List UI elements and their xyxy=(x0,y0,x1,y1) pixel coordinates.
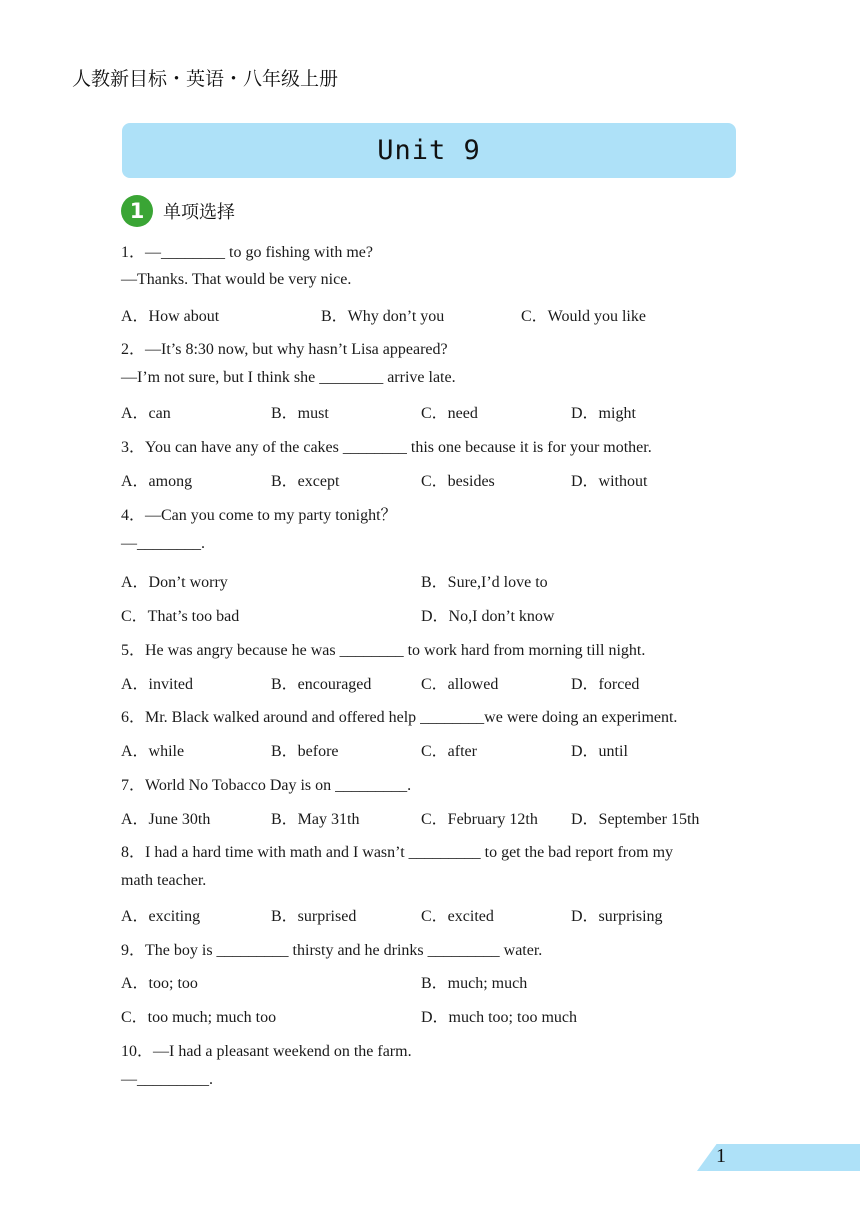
question-6-option-b: B．before xyxy=(271,743,339,760)
question-7-option-a: A．June 30th xyxy=(121,811,211,828)
question-5-stem: 5．He was angry because he was ________ to work hard from morning till night. xyxy=(121,642,646,659)
question-7-option-c: C．February 12th xyxy=(421,811,538,828)
question-10-stem: 10．—I had a pleasant weekend on the farm. xyxy=(121,1043,412,1060)
question-4-option-a: A．Don’t worry xyxy=(121,574,228,591)
question-2-option-c: C．need xyxy=(421,405,478,422)
question-3-option-d: D．without xyxy=(571,473,648,490)
section-header xyxy=(121,195,235,227)
question-4-option-d: D．No,I don’t know xyxy=(421,608,555,625)
book-title: 人教新目标・英语・八年级上册 xyxy=(72,68,339,90)
unit-title: Unit 9 xyxy=(377,135,481,166)
question-2-option-b: B．must xyxy=(271,405,329,422)
question-9-option-d: D．much too; too much xyxy=(421,1009,577,1026)
question-1-response: —Thanks. That would be very nice. xyxy=(121,271,352,288)
question-7-option-d: D．September 15th xyxy=(571,811,700,828)
question-10-response: —_________. xyxy=(121,1071,213,1088)
question-6-option-c: C．after xyxy=(421,743,477,760)
question-1-option-a: A．How about xyxy=(121,308,220,325)
section-number-badge: 1 xyxy=(121,195,153,227)
unit-banner xyxy=(122,123,736,178)
question-6-option-a: A．while xyxy=(121,743,185,760)
question-6-option-d: D．until xyxy=(571,743,628,760)
question-8-option-b: B．surprised xyxy=(271,908,357,925)
section-title: 单项选择 xyxy=(163,202,235,223)
question-9-option-b: B．much; much xyxy=(421,975,528,992)
question-8-stem-continued: math teacher. xyxy=(121,872,207,889)
question-3-option-a: A．among xyxy=(121,473,193,490)
question-2-response: —I’m not sure, but I think she ________ arrive late. xyxy=(121,369,456,386)
question-5-option-b: B．encouraged xyxy=(271,676,372,693)
question-3-stem: 3．You can have any of the cakes ________ this one because it is for your mother. xyxy=(121,439,652,456)
question-2-option-a: A．can xyxy=(121,405,171,422)
question-5-option-a: A．invited xyxy=(121,676,193,693)
question-1-option-b: B．Why don’t you xyxy=(321,308,445,325)
question-4-stem: 4．—Can you come to my party tonight？ xyxy=(121,507,397,524)
question-4-option-b: B．Sure,I’d love to xyxy=(421,574,548,591)
question-1-stem: 1．—________ to go fishing with me? xyxy=(121,244,373,261)
question-8-option-c: C．excited xyxy=(421,908,494,925)
question-2-stem: 2．—It’s 8:30 now, but why hasn’t Lisa appeared? xyxy=(121,341,448,358)
page-number: 1 xyxy=(716,1145,726,1167)
question-6-stem: 6．Mr. Black walked around and offered help ________we were doing an experiment. xyxy=(121,709,678,726)
question-9-option-c: C．too much; much too xyxy=(121,1009,277,1026)
question-1-option-c: C．Would you like xyxy=(521,308,646,325)
question-5-option-d: D．forced xyxy=(571,676,640,693)
question-2-option-d: D．might xyxy=(571,405,636,422)
question-5-option-c: C．allowed xyxy=(421,676,499,693)
question-4-response: —________. xyxy=(121,535,205,552)
question-4-option-c: C．That’s too bad xyxy=(121,608,240,625)
question-9-stem: 9．The boy is _________ thirsty and he drinks _________ water. xyxy=(121,942,543,959)
question-7-option-b: B．May 31th xyxy=(271,811,360,828)
question-8-option-a: A．exciting xyxy=(121,908,201,925)
question-7-stem: 7．World No Tobacco Day is on _________. xyxy=(121,777,412,794)
question-8-stem: 8．I had a hard time with math and I wasn’t _________ to get the bad report from my xyxy=(121,844,674,861)
question-3-option-b: B．except xyxy=(271,473,340,490)
question-3-option-c: C．besides xyxy=(421,473,495,490)
question-9-option-a: A．too; too xyxy=(121,975,198,992)
question-8-option-d: D．surprising xyxy=(571,908,663,925)
